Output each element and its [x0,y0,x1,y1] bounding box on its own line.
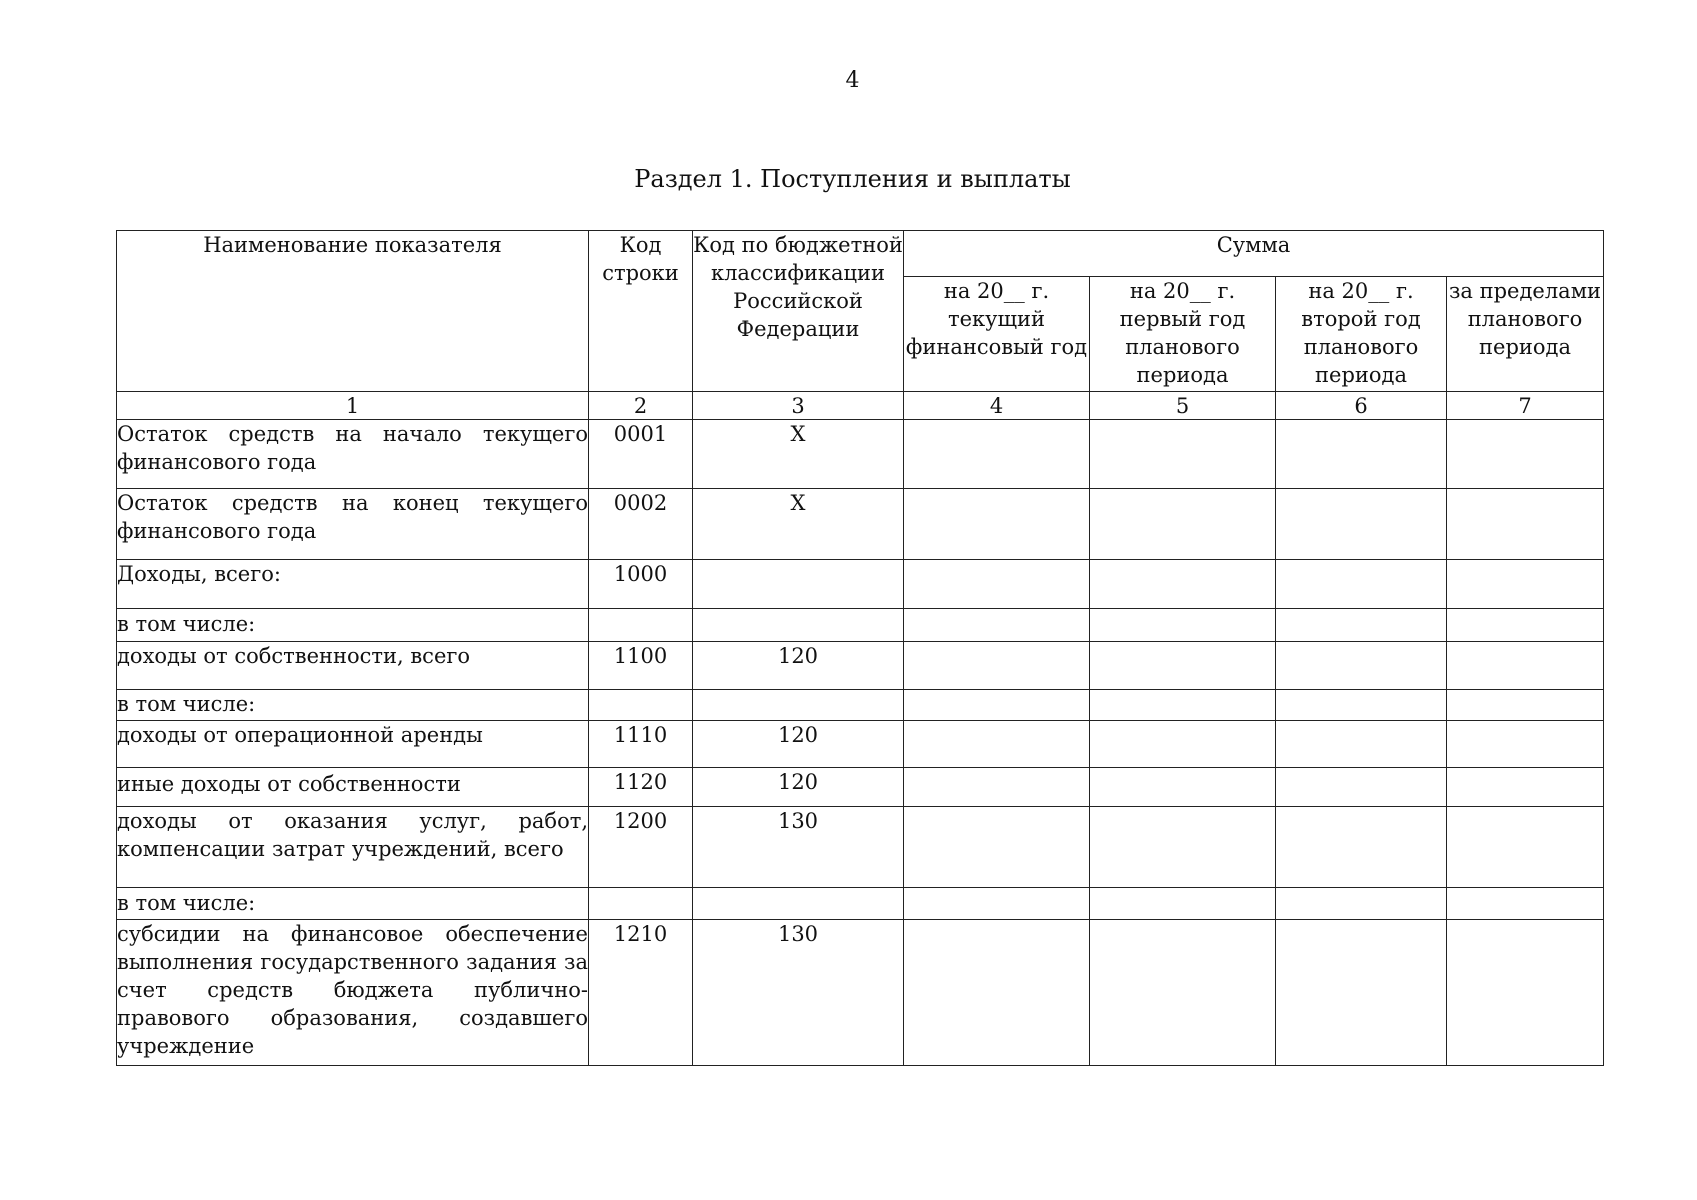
row-code [589,609,693,642]
receipts-payments-table [116,230,1604,1066]
amount-cell [1447,420,1604,489]
indicator-name: субсидии на финансовое обеспечение выполнения государственного задания за счет средств бюджета публично-правового образования, создавшего учреждение [117,920,589,1066]
amount-cell [1276,920,1447,1066]
budget-code: 130 [693,807,904,888]
amount-cell [1276,690,1447,721]
amount-cell [904,721,1090,768]
amount-cell [1447,768,1604,807]
amount-cell [1276,642,1447,690]
table-row [117,560,1604,609]
amount-cell [1276,721,1447,768]
amount-cell [1090,560,1276,609]
budget-code: 130 [693,920,904,1066]
amount-cell [1447,642,1604,690]
budget-code: 120 [693,721,904,768]
amount-cell [1090,690,1276,721]
budget-code: 120 [693,642,904,690]
indicator-name: Остаток средств на конец текущего финансового года [117,489,589,560]
amount-cell [904,420,1090,489]
header-sum: Сумма [904,231,1604,277]
amount-cell [1447,690,1604,721]
row-code: 0001 [589,420,693,489]
budget-code: X [693,489,904,560]
header-sum-beyond-plan: за пределами планового периода [1447,277,1604,392]
indicator-name: доходы от собственности, всего [117,642,589,690]
budget-code [693,690,904,721]
row-code: 1200 [589,807,693,888]
amount-cell [904,807,1090,888]
amount-cell [1447,721,1604,768]
amount-cell [1276,609,1447,642]
amount-cell [1090,420,1276,489]
column-number: 1 [117,392,589,420]
budget-code: X [693,420,904,489]
table-row [117,768,1604,807]
row-code: 1000 [589,560,693,609]
table-row [117,642,1604,690]
row-code [589,888,693,920]
header-sum-second-plan-year: на 20__ г. второй год планового периода [1276,277,1447,392]
amount-cell [904,609,1090,642]
column-number: 2 [589,392,693,420]
indicator-name: в том числе: [117,690,589,721]
table-row [117,609,1604,642]
amount-cell [904,920,1090,1066]
amount-cell [1447,807,1604,888]
amount-cell [1090,609,1276,642]
amount-cell [904,888,1090,920]
indicator-name: Остаток средств на начало текущего финансового года [117,420,589,489]
budget-code [693,609,904,642]
table-row [117,920,1604,1066]
indicator-name: доходы от оказания услуг, работ, компенсации затрат учреждений, всего [117,807,589,888]
amount-cell [1276,560,1447,609]
indicator-name: иные доходы от собственности [117,768,589,807]
amount-cell [1090,768,1276,807]
indicator-name: доходы от операционной аренды [117,721,589,768]
table-row [117,807,1604,888]
amount-cell [904,489,1090,560]
budget-code [693,560,904,609]
amount-cell [1276,420,1447,489]
row-code: 0002 [589,489,693,560]
amount-cell [1447,888,1604,920]
header-indicator-name: Наименование показателя [117,231,589,392]
amount-cell [1447,489,1604,560]
amount-cell [1276,768,1447,807]
amount-cell [1090,920,1276,1066]
amount-cell [1447,609,1604,642]
column-number: 6 [1276,392,1447,420]
table-row [117,420,1604,489]
header-sum-current-year: на 20__ г. текущий финансовый год [904,277,1090,392]
amount-cell [1447,560,1604,609]
indicator-name: в том числе: [117,888,589,920]
table-row [117,489,1604,560]
table-row [117,721,1604,768]
column-number: 5 [1090,392,1276,420]
column-number: 7 [1447,392,1604,420]
row-code: 1100 [589,642,693,690]
header-row-code: Код строки [589,231,693,392]
header-sum-first-plan-year: на 20__ г. первый год планового периода [1090,277,1276,392]
amount-cell [1090,721,1276,768]
amount-cell [904,690,1090,721]
amount-cell [1276,807,1447,888]
row-code: 1210 [589,920,693,1066]
budget-code: 120 [693,768,904,807]
row-code: 1120 [589,768,693,807]
amount-cell [904,560,1090,609]
header-budget-code: Код по бюджетной классификации Российской Федерации [693,231,904,392]
amount-cell [1447,920,1604,1066]
row-code [589,690,693,721]
indicator-name: в том числе: [117,609,589,642]
row-code: 1110 [589,721,693,768]
column-number: 4 [904,392,1090,420]
table-row [117,690,1604,721]
indicator-name: Доходы, всего: [117,560,589,609]
section-title: Раздел 1. Поступления и выплаты [634,165,1071,193]
column-number: 3 [693,392,904,420]
page-number: 4 [845,68,860,93]
amount-cell [1090,489,1276,560]
amount-cell [1090,888,1276,920]
amount-cell [1276,888,1447,920]
amount-cell [904,642,1090,690]
table-row [117,888,1604,920]
budget-code [693,888,904,920]
amount-cell [1090,642,1276,690]
amount-cell [1090,807,1276,888]
amount-cell [1276,489,1447,560]
amount-cell [904,768,1090,807]
